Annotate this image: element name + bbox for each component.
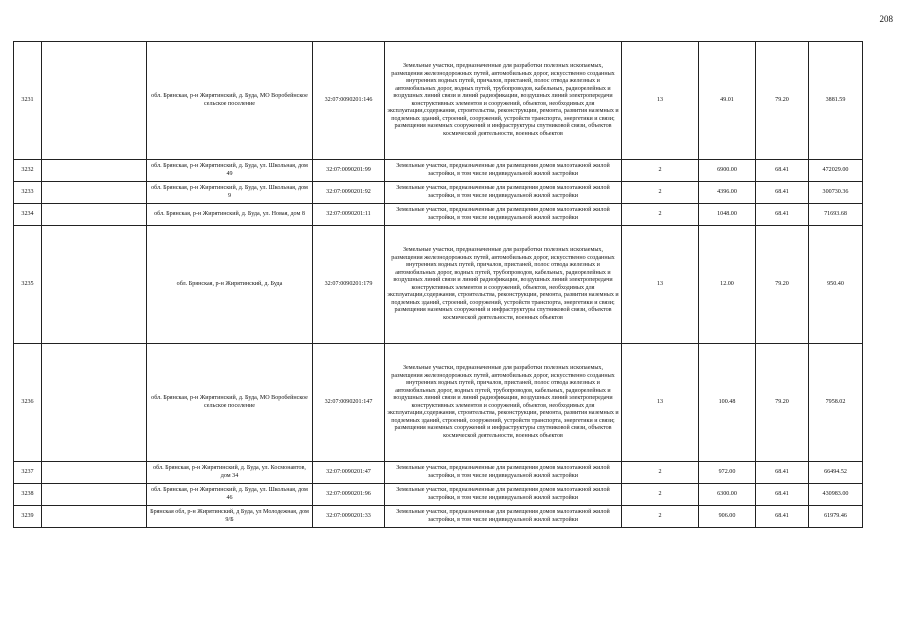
permitted-use-cell: Земельные участки, предназначенные для разработки полезных ископаемых, размещения железнодорожных путей, автомобильных дорог, искусственно созданных внутренних водных путей, причалов, пристаней, полос отвода железных и автомобильных дорог, водных путей, трубопроводов, кабельных, радиорелейных и воздушных линий связи и линий радиофикации, воздушных линий электропередачи конструктивных элементов и сооружений, объектов, необходимых для эксплуатации,содержания, строительства, реконструкции, ремонта, развития наземных и подземных зданий, строений, сооружений, устройств транспорта, энергетики и связи; размещения наземных сооружений и инфраструктуры спутниковой связи, объектов космической деятельности, военных объектов	[385, 344, 622, 462]
use-group-cell: 2	[622, 182, 699, 204]
table-body	[14, 42, 863, 528]
address-cell: обл. Брянская, р-н Жирятинский, д. Буда, ул. Школьная, дом 49	[147, 160, 313, 182]
cadastral-number-cell: 32:07:0090201:92	[313, 182, 385, 204]
use-group-cell: 13	[622, 344, 699, 462]
row-number: 3233	[14, 182, 42, 204]
specific-value-cell: 79.20	[756, 344, 809, 462]
area-cell: 6900.00	[699, 160, 756, 182]
address-cell: Брянская обл, р-н Жирятинский, д Буда, ул Молодежная, дом 9/Б	[147, 506, 313, 528]
specific-value-cell: 68.41	[756, 160, 809, 182]
area-cell: 6300.00	[699, 484, 756, 506]
cadastral-value-cell: 472029.00	[809, 160, 863, 182]
row-number: 3238	[14, 484, 42, 506]
land-register-table	[13, 41, 863, 528]
permitted-use-cell: Земельные участки, предназначенные для разработки полезных ископаемых, размещения железнодорожных путей, автомобильных дорог, искусственно созданных внутренних водных путей, причалов, пристаней, полос отвода железных и автомобильных дорог, водных путей, трубопроводов, кабельных, радиорелейных и воздушных линий связи и линий радиофикации, воздушных линий электропередачи конструктивных элементов и сооружений, объектов, необходимых для эксплуатации,содержания, строительства, реконструкции, ремонта, развития наземных и подземных зданий, строений, сооружений, устройств транспорта, энергетики и связи; размещения наземных сооружений и инфраструктуры спутниковой связи, объектов космической деятельности, военных объектов	[385, 42, 622, 160]
table-row	[14, 204, 863, 226]
empty-cell	[42, 506, 147, 528]
cadastral-number-cell: 32:07:0090201:179	[313, 226, 385, 344]
use-group-cell: 2	[622, 160, 699, 182]
empty-cell	[42, 160, 147, 182]
table-row	[14, 484, 863, 506]
area-cell: 4396.00	[699, 182, 756, 204]
row-number: 3239	[14, 506, 42, 528]
cadastral-number-cell: 32:07:0090201:11	[313, 204, 385, 226]
table-row	[14, 226, 863, 344]
table-row	[14, 160, 863, 182]
permitted-use-cell: Земельные участки, предназначенные для размещения домов малоэтажной жилой застройки, в том числе индивидуальной жилой застройки	[385, 506, 622, 528]
cadastral-number-cell: 32:07:0090201:147	[313, 344, 385, 462]
row-number: 3234	[14, 204, 42, 226]
empty-cell	[42, 344, 147, 462]
address-cell: обл. Брянская, р-н Жирятинский, д. Буда, МО Воробейнское сельское поселение	[147, 344, 313, 462]
permitted-use-cell: Земельные участки, предназначенные для размещения домов малоэтажной жилой застройки, в том числе индивидуальной жилой застройки	[385, 182, 622, 204]
address-cell: обл. Брянская, р-н Жирятинский, д. Буда, ул. Школьная, дом 9	[147, 182, 313, 204]
area-cell: 1048.00	[699, 204, 756, 226]
use-group-cell: 13	[622, 42, 699, 160]
empty-cell	[42, 204, 147, 226]
address-cell: обл. Брянская, р-н Жирятинский, д. Буда, ул. Космонавтов, дом 34	[147, 462, 313, 484]
specific-value-cell: 79.20	[756, 226, 809, 344]
specific-value-cell: 68.41	[756, 506, 809, 528]
specific-value-cell: 68.41	[756, 182, 809, 204]
cadastral-value-cell: 71693.68	[809, 204, 863, 226]
cadastral-value-cell: 950.40	[809, 226, 863, 344]
table-row	[14, 344, 863, 462]
address-cell: обл. Брянская, р-н Жирятинский, д. Буда, ул. Новая, дом 8	[147, 204, 313, 226]
use-group-cell: 2	[622, 462, 699, 484]
row-number: 3232	[14, 160, 42, 182]
empty-cell	[42, 182, 147, 204]
table-row	[14, 462, 863, 484]
address-cell: обл. Брянская, р-н Жирятинский, д. Буда, ул. Школьная, дом 46	[147, 484, 313, 506]
specific-value-cell: 68.41	[756, 462, 809, 484]
page-number: 208	[879, 14, 893, 24]
address-cell: обл. Брянская, р-н Жирятинский, д. Буда, МО Воробейнское сельское поселение	[147, 42, 313, 160]
permitted-use-cell: Земельные участки, предназначенные для размещения домов малоэтажной жилой застройки, в том числе индивидуальной жилой застройки	[385, 160, 622, 182]
permitted-use-cell: Земельные участки, предназначенные для размещения домов малоэтажной жилой застройки, в том числе индивидуальной жилой застройки	[385, 484, 622, 506]
specific-value-cell: 68.41	[756, 204, 809, 226]
row-number: 3231	[14, 42, 42, 160]
cadastral-number-cell: 32:07:0090201:96	[313, 484, 385, 506]
cadastral-number-cell: 32:07:0090201:47	[313, 462, 385, 484]
row-number: 3236	[14, 344, 42, 462]
row-number: 3237	[14, 462, 42, 484]
cadastral-value-cell: 3881.59	[809, 42, 863, 160]
row-number: 3235	[14, 226, 42, 344]
area-cell: 100.48	[699, 344, 756, 462]
empty-cell	[42, 226, 147, 344]
cadastral-value-cell: 300730.36	[809, 182, 863, 204]
cadastral-value-cell: 66494.52	[809, 462, 863, 484]
area-cell: 972.00	[699, 462, 756, 484]
empty-cell	[42, 462, 147, 484]
use-group-cell: 2	[622, 204, 699, 226]
empty-cell	[42, 42, 147, 160]
cadastral-value-cell: 61979.46	[809, 506, 863, 528]
cadastral-value-cell: 430983.00	[809, 484, 863, 506]
cadastral-number-cell: 32:07:0090201:146	[313, 42, 385, 160]
empty-cell	[42, 484, 147, 506]
area-cell: 12.00	[699, 226, 756, 344]
permitted-use-cell: Земельные участки, предназначенные для размещения домов малоэтажной жилой застройки, в том числе индивидуальной жилой застройки	[385, 204, 622, 226]
use-group-cell: 2	[622, 484, 699, 506]
use-group-cell: 2	[622, 506, 699, 528]
area-cell: 906.00	[699, 506, 756, 528]
specific-value-cell: 68.41	[756, 484, 809, 506]
permitted-use-cell: Земельные участки, предназначенные для размещения домов малоэтажной жилой застройки, в том числе индивидуальной жилой застройки	[385, 462, 622, 484]
area-cell: 49.01	[699, 42, 756, 160]
table-row	[14, 42, 863, 160]
use-group-cell: 13	[622, 226, 699, 344]
cadastral-number-cell: 32:07:0090201:99	[313, 160, 385, 182]
cadastral-value-cell: 7958.02	[809, 344, 863, 462]
cadastral-number-cell: 32:07:0090201:33	[313, 506, 385, 528]
specific-value-cell: 79.20	[756, 42, 809, 160]
address-cell: обл. Брянская, р-н Жирятинский, д. Буда	[147, 226, 313, 344]
table-row	[14, 506, 863, 528]
permitted-use-cell: Земельные участки, предназначенные для разработки полезных ископаемых, размещения железнодорожных путей, автомобильных дорог, искусственно созданных внутренних водных путей, причалов, пристаней, полос отвода железных и автомобильных дорог, водных путей, трубопроводов, кабельных, радиорелейных и воздушных линий связи и линий радиофикации, воздушных линий электропередачи конструктивных элементов и сооружений, объектов, необходимых для эксплуатации,содержания, строительства, реконструкции, ремонта, развития наземных и подземных зданий, строений, сооружений, устройств транспорта, энергетики и связи; размещения наземных сооружений и инфраструктуры спутниковой связи, объектов космической деятельности, военных объектов	[385, 226, 622, 344]
table-row	[14, 182, 863, 204]
